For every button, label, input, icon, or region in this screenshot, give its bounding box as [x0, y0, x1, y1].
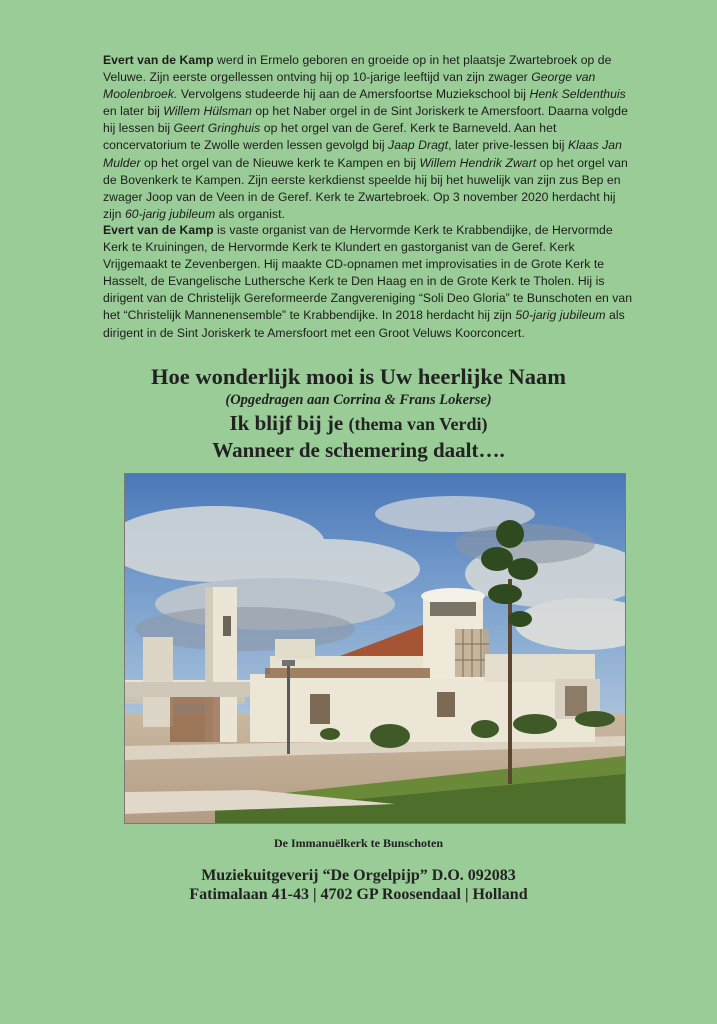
teacher-name: Jaap Dragt — [388, 138, 449, 153]
bio-text: Vervolgens studeerde hij aan de Amersfoortse Muziekschool bij — [177, 87, 530, 102]
entrance — [170, 697, 220, 742]
song-title-2-sub: (thema van Verdi) — [348, 414, 488, 434]
church-photo — [124, 473, 626, 824]
window — [437, 692, 455, 717]
window — [310, 694, 330, 724]
bio-text: als organist. — [215, 206, 286, 221]
teacher-name: Willem Hülsman — [163, 104, 252, 119]
teacher-name: George van Moolenbroek. — [103, 70, 596, 102]
bio-name: Evert van de Kamp — [103, 53, 214, 67]
publisher-address: Fatimalaan 41-43 | 4702 GP Roosendaal | Holland — [189, 886, 528, 903]
bio-text: op het orgel van de Bovenkerk te Kampen. Zijn eerste kerkdienst speelde hij bij het huwelijk van zijn zus Bep en zwager Joop van de Veen in de Geref. Kerk te Zwartebroek. Op 3 november 2020 herdacht hij zijn — [103, 155, 628, 221]
lamp-post — [287, 664, 290, 754]
bio-text: en later bij — [103, 104, 164, 119]
bio-text: als dirigent in de Sint Joriskerk te Amersfoort met een Groot Veluws Koorconcert. — [103, 308, 625, 340]
bio-text: op het orgel van de Geref. Kerk te Barneveld. Aan het concervatorium te Zwolle werden lessen gevolgd bij — [103, 121, 557, 153]
bio-name: Evert van de Kamp — [103, 223, 214, 237]
photo-caption: De Immanuëlkerk te Bunschoten — [273, 836, 443, 850]
dedication: (Opgedragen aan Corrina & Frans Lokerse) — [225, 392, 492, 408]
biography-paragraph-1 — [103, 52, 633, 223]
biography-paragraph-2 — [103, 222, 633, 342]
bio-text: werd in Ermelo geboren en groeide op in het plaatsje Zwartebroek op de Veluwe. Zijn eerste orgellessen ontving hij op 10-jarige leeftijd van zijn zwager — [103, 53, 612, 85]
jubilee-text: 60-jarig jubileum — [124, 206, 216, 221]
bio-text: , later prive-lessen bij — [448, 138, 568, 153]
jubilee-text: 50-jarig jubileum — [515, 308, 606, 323]
teacher-name: Henk Seldenthuis — [529, 87, 626, 102]
publisher-name: Muziekuitgeverij “De Orgelpijp” D.O. 092083 — [201, 867, 516, 884]
song-title-1: Hoe wonderlijk mooi is Uw heerlijke Naam — [151, 364, 566, 389]
tree-trunk — [508, 579, 512, 784]
song-title-3: Wanneer de schemering daalt…. — [212, 438, 505, 462]
song-title-2 — [0, 411, 717, 436]
bio-text: is vaste organist van de Hervormde Kerk te Krabbendijke, de Hervormde Kerk te Kruiningen, de Hervormde Kerk te Klundert en gastorganist van de Geref. Kerk Vrijgemaakt te Zevenbergen. Hij maakte CD-opnamen met improvisaties in de Grote Kerk te Hasselt, de Evangelische Luthersche Kerk te Den Haag en in de Grote Kerk te Tholen. Hij is dirigent van de Christelijk Gereformeerde Zangvereniging “Soli Deo Gloria” te Bunschoten en van het “Christelijk Mannenensemble” te Krabbendijke. In 2018 herdacht hij zijn — [103, 223, 633, 323]
teacher-name: Geert Gringhuis — [173, 121, 261, 136]
bio-text: op het Naber orgel in de Sint Joriskerk te Amersfoort. Daarna volgde hij lessen bij — [103, 104, 628, 136]
bio-text: op het orgel van de Nieuwe kerk te Kampen en bij — [140, 155, 420, 170]
song-title-2-main: Ik blijf bij je — [229, 411, 349, 435]
teacher-name: Klaas Jan Mulder — [103, 138, 622, 170]
teacher-name: Willem Hendrik Zwart — [419, 155, 537, 170]
